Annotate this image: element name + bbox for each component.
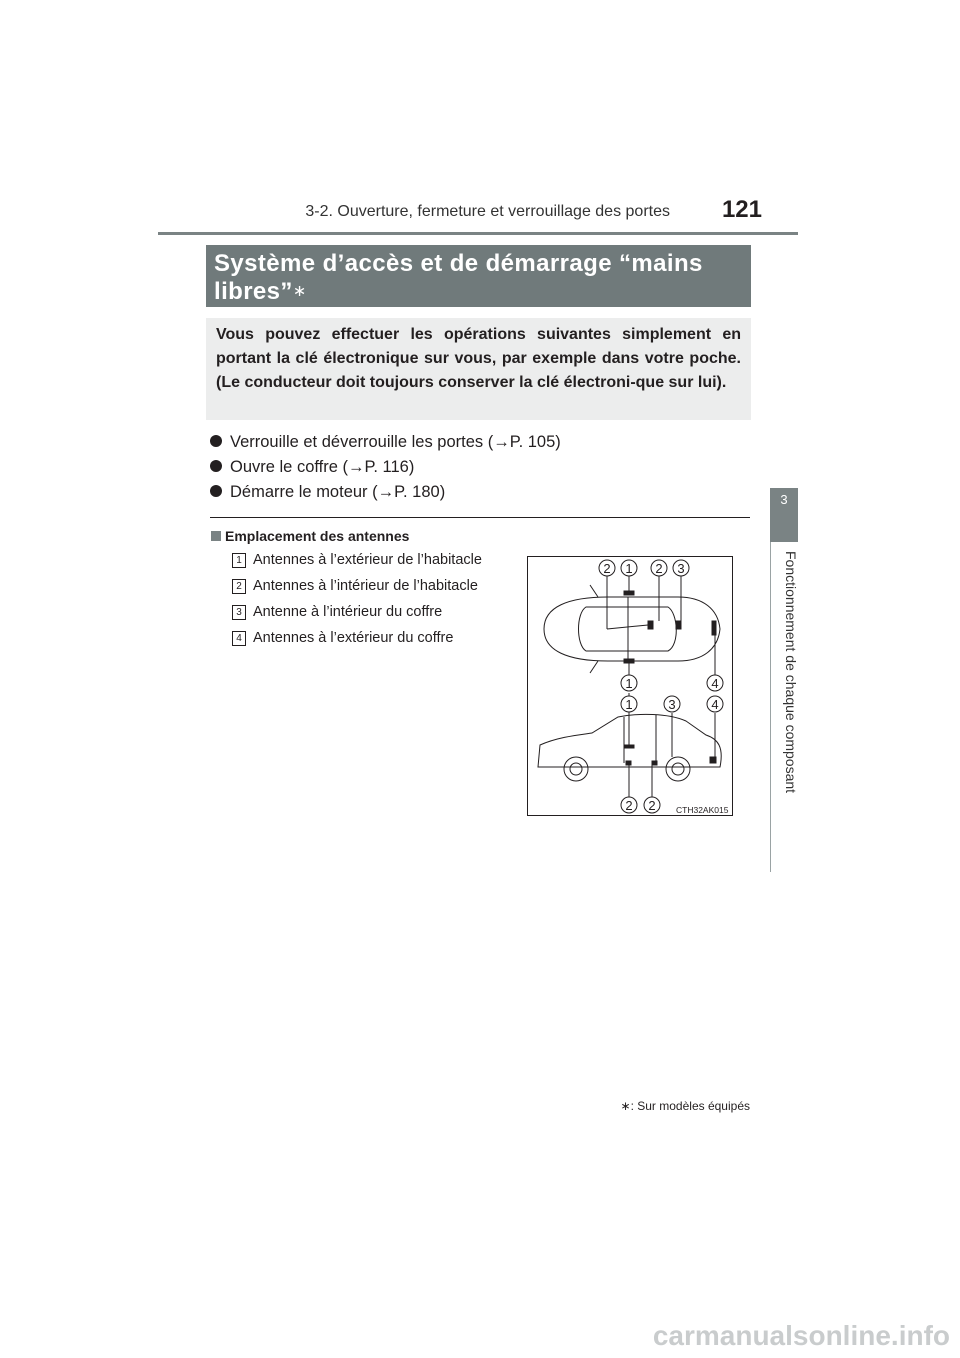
feature-item: Ouvre le coffre (→P. 116): [210, 455, 561, 480]
subsection-heading: Emplacement des antennes: [211, 528, 409, 544]
running-header-section: 3-2. Ouverture, fermeture et verrouillage des portes: [305, 203, 670, 220]
section-divider: [210, 517, 750, 518]
svg-text:2: 2: [655, 561, 663, 576]
svg-text:2: 2: [603, 561, 611, 576]
antenna-location-figure: [527, 556, 733, 816]
chapter-tab-number: 3: [780, 492, 788, 507]
callout-number: 1: [232, 553, 246, 568]
svg-text:1: 1: [625, 697, 633, 712]
callout-circle: [651, 560, 667, 576]
antenna-legend-item: 3 Antenne à l’intérieur du coffre: [232, 604, 482, 630]
page-number: 121: [721, 196, 762, 223]
page-title-line2: libres”: [214, 278, 293, 305]
bullet-dot-icon: [210, 485, 222, 497]
feature-item: Verrouille et déverrouille les portes (→P. 105): [210, 430, 561, 455]
svg-text:1: 1: [625, 561, 633, 576]
callout-circle: [673, 560, 689, 576]
callout-circle: [664, 696, 680, 712]
svg-text:3: 3: [677, 561, 685, 576]
footnote: ∗: Sur modèles équipés: [620, 1099, 750, 1113]
svg-text:4: 4: [711, 697, 719, 712]
chapter-tab-label: Fonctionnement de chaque composant: [783, 551, 799, 794]
front-wheel: [564, 757, 588, 781]
intro-text: Vous pouvez effectuer les opérations suivantes simplement en portant la clé électronique sur vous, par exemple dans votre poche. (Le conducteur doit toujours conserver la clé électroni-que sur lui).: [216, 326, 741, 391]
callout-circle: [599, 560, 615, 576]
feature-item: Démarre le moteur (→P. 180): [210, 480, 561, 505]
page-title-line1: Système d’accès et de démarrage “mains: [214, 250, 703, 277]
callout-circle: [644, 797, 660, 813]
callout-circle: [707, 696, 723, 712]
title-asterisk: ∗: [292, 283, 307, 300]
rear-wheel: [666, 757, 690, 781]
svg-text:4: 4: [711, 676, 719, 691]
callout-circle: [621, 675, 637, 691]
header-rule: [158, 232, 798, 235]
svg-text:2: 2: [625, 798, 633, 813]
svg-text:3: 3: [668, 697, 676, 712]
antenna-legend-item: 4 Antennes à l’extérieur du coffre: [232, 630, 482, 656]
square-bullet-icon: [211, 531, 221, 541]
watermark: carmanualsonline.info: [652, 1320, 950, 1351]
svg-text:1: 1: [625, 676, 633, 691]
callout-circle: [621, 797, 637, 813]
antenna-legend: [232, 552, 482, 656]
callout-circle: [621, 560, 637, 576]
callout-number: 2: [232, 579, 246, 594]
antenna-legend-item: 2 Antennes à l’intérieur de l’habitacle: [232, 578, 482, 604]
page-title: [214, 250, 744, 306]
callout-circle: [707, 675, 723, 691]
car-illustration: [528, 557, 732, 815]
antenna-legend-item: 1 Antennes à l’extérieur de l’habitacle: [232, 552, 482, 578]
bullet-dot-icon: [210, 460, 222, 472]
car-side-view-outline: [538, 714, 721, 767]
bullet-dot-icon: [210, 435, 222, 447]
callout-number: 4: [232, 631, 246, 646]
feature-list: [210, 430, 561, 505]
svg-text:2: 2: [648, 798, 656, 813]
callout-circle: [621, 696, 637, 712]
callout-number: 3: [232, 605, 246, 620]
figure-code: CTH32AK015: [676, 805, 729, 815]
car-top-view-roof: [579, 607, 677, 651]
